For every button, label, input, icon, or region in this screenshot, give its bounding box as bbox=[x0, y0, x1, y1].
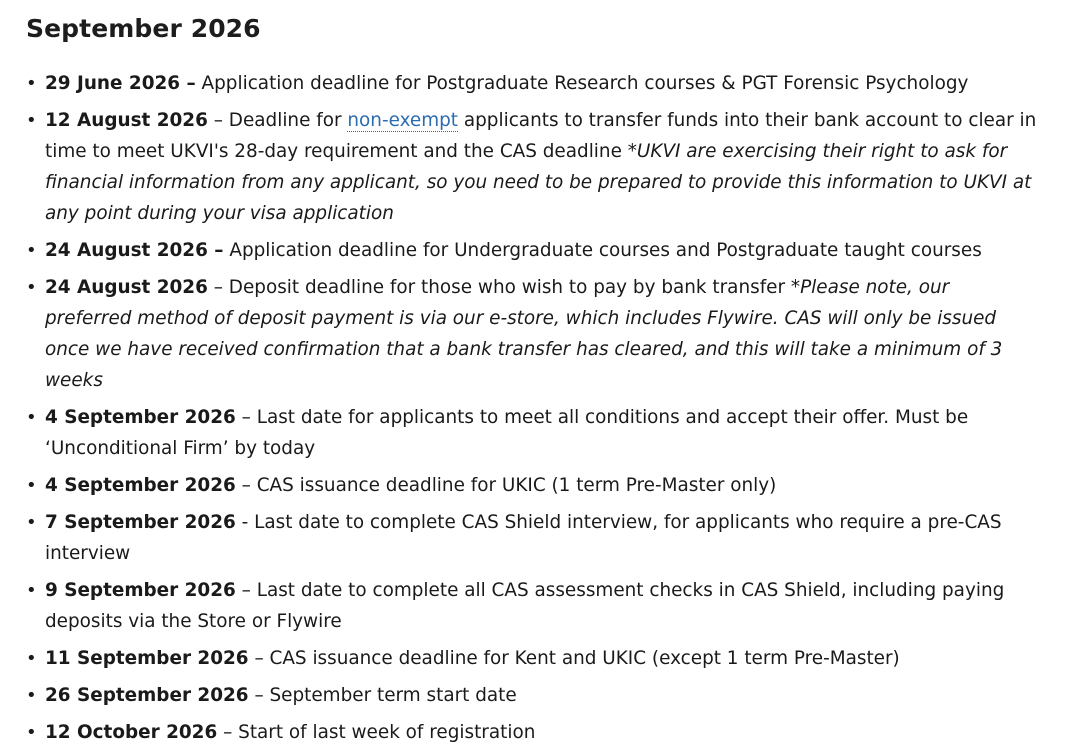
list-item bbox=[26, 235, 1040, 266]
deadline-list bbox=[26, 68, 1040, 748]
item-separator: – bbox=[207, 110, 229, 131]
item-text: September term start date bbox=[269, 685, 517, 706]
item-separator: - bbox=[235, 512, 255, 533]
list-item bbox=[26, 643, 1040, 674]
bullet-icon: • bbox=[26, 240, 37, 261]
item-text: Last date to complete CAS Shield interview, for applicants who require a pre-CAS interview bbox=[45, 512, 1002, 564]
bullet-icon: • bbox=[26, 580, 37, 601]
item-date: 4 September 2026 bbox=[45, 475, 236, 496]
bullet-icon: • bbox=[26, 73, 37, 94]
list-item bbox=[26, 507, 1040, 569]
section-heading: September 2026 bbox=[26, 14, 261, 43]
item-date: 11 September 2026 bbox=[45, 648, 249, 669]
item-text: CAS issuance deadline for Kent and UKIC (except 1 term Pre-Master) bbox=[269, 648, 900, 669]
bullet-icon: • bbox=[26, 685, 37, 706]
bullet-icon: • bbox=[26, 475, 37, 496]
list-item bbox=[26, 68, 1040, 99]
item-date: 24 August 2026 – bbox=[45, 240, 224, 261]
list-item bbox=[26, 680, 1040, 711]
item-separator: – bbox=[248, 648, 270, 669]
item-date: 24 August 2026 bbox=[45, 277, 208, 298]
item-separator: – bbox=[235, 407, 257, 428]
item-date: 29 June 2026 – bbox=[45, 73, 196, 94]
bullet-icon: • bbox=[26, 648, 37, 669]
bullet-icon: • bbox=[26, 110, 37, 131]
list-item bbox=[26, 402, 1040, 464]
non-exempt-link[interactable]: non-exempt bbox=[347, 110, 459, 131]
bullet-icon: • bbox=[26, 277, 37, 298]
item-text: Deposit deadline for those who wish to pay by bank transfer * bbox=[228, 277, 801, 298]
item-date: 9 September 2026 bbox=[45, 580, 236, 601]
item-text: Last date to complete all CAS assessment checks in CAS Shield, including paying deposits via the Store or Flywire bbox=[45, 580, 1005, 632]
item-note: Please note, our preferred method of deposit payment is via our e-store, which includes Flywire. CAS will only be issued once we have received confirmation that a bank transfer has cleared, and this will take a minimum of 3 weeks bbox=[45, 277, 1003, 391]
item-text: Application deadline for Undergraduate courses and Postgraduate taught courses bbox=[229, 240, 982, 261]
item-date: 7 September 2026 bbox=[45, 512, 236, 533]
item-note: UKVI are exercising their right to ask for financial information from any applicant, so you need to be prepared to provide this information to UKVI at any point during your visa application bbox=[45, 141, 1032, 224]
bullet-icon: • bbox=[26, 722, 37, 743]
item-separator: – bbox=[235, 580, 257, 601]
list-item bbox=[26, 470, 1040, 501]
item-date: 26 September 2026 bbox=[45, 685, 249, 706]
list-item bbox=[26, 717, 1040, 748]
item-date: 12 August 2026 bbox=[45, 110, 208, 131]
item-date: 12 October 2026 bbox=[45, 722, 218, 743]
item-text: Application deadline for Postgraduate Research courses & PGT Forensic Psychology bbox=[201, 73, 969, 94]
item-text: Deadline for bbox=[228, 110, 348, 131]
item-separator: – bbox=[235, 475, 257, 496]
item-text: Last date for applicants to meet all conditions and accept their offer. Must be ‘Unconditional Firm’ by today bbox=[45, 407, 969, 459]
bullet-icon: • bbox=[26, 407, 37, 428]
item-separator: – bbox=[248, 685, 270, 706]
item-separator: – bbox=[207, 277, 229, 298]
list-item bbox=[26, 272, 1040, 396]
item-text: Start of last week of registration bbox=[238, 722, 536, 743]
item-text: applicants to transfer funds into their bank account to clear in time to meet UKVI's 28-day requirement and the CAS deadline * bbox=[45, 110, 1037, 162]
item-separator: – bbox=[217, 722, 239, 743]
item-text: CAS issuance deadline for UKIC (1 term Pre-Master only) bbox=[256, 475, 777, 496]
list-item bbox=[26, 105, 1040, 229]
item-date: 4 September 2026 bbox=[45, 407, 236, 428]
list-item bbox=[26, 575, 1040, 637]
bullet-icon: • bbox=[26, 512, 37, 533]
